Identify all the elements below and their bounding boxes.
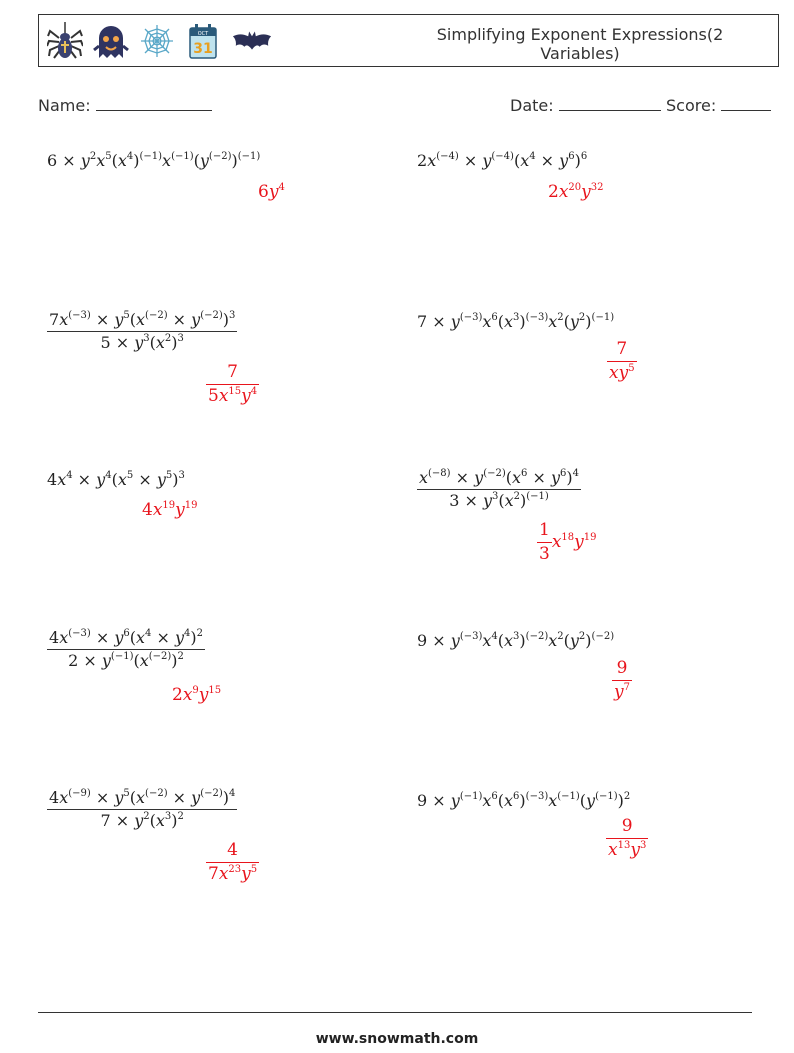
- problem-5-expression: $4x^4 \times y^4(x^5 \times y^5)^3$: [47, 470, 185, 489]
- footer-website[interactable]: www.snowmath.com: [315, 1031, 479, 1047]
- problem-7-answer: $2x^9y^{15}$: [172, 685, 222, 705]
- calendar-day: 31: [193, 41, 213, 57]
- ghost-icon: [93, 22, 129, 60]
- problem-3-expression: $\frac{7x^{(-3)} \times y^5(x^{(-2)} \times y^{(-2)})^3}{5 \times y^3(x^2)^3}$: [49, 310, 236, 352]
- problem-2-expression: $2x^{(-4)} \times y^{(-4)}(x^4 \times y^6)^6$: [417, 151, 588, 170]
- calendar-icon: [185, 22, 221, 60]
- calendar-month: OCT: [197, 31, 209, 37]
- problem-9-expression: $\frac{4x^{(-9)} \times y^5(x^{(-2)} \times y^{(-2)})^4}{7 \times y^2(x^3)^2}$: [49, 788, 236, 830]
- date-label: Date:: [510, 96, 554, 115]
- bat-icon: [231, 22, 273, 60]
- date-blank[interactable]: [559, 94, 661, 111]
- worksheet-title: Simplifying Exponent Expressions(2 Variables): [436, 25, 724, 63]
- spiderweb-icon: [139, 22, 175, 60]
- name-label: Name:: [38, 96, 91, 115]
- problem-7-expression: $\frac{4x^{(-3)} \times y^6(x^4 \times y^4)^2}{2 \times y^{(-1)}(x^{(-2)})^2}$: [49, 628, 204, 670]
- problem-9-answer: $\frac{4}{7x^{23}y^5}$: [208, 840, 258, 884]
- problem-4-answer: $\frac{7}{xy^5}$: [609, 339, 635, 383]
- problem-10-answer: $\frac{9}{x^{13}y^3}$: [608, 816, 647, 860]
- problem-8-expression: $9 \times y^{(-3)}x^4(x^3)^{(-2)}x^2(y^2)^{(-2)}$: [417, 631, 615, 650]
- spider-icon: [47, 22, 83, 60]
- problem-1-answer: $6y^4$: [258, 182, 285, 202]
- score-label: Score:: [666, 96, 717, 115]
- problem-6-expression: $\frac{x^{(-8)} \times y^{(-2)}(x^6 \times y^6)^4}{3 \times y^3(x^2)^{(-1)}}$: [419, 468, 580, 510]
- score-blank[interactable]: [721, 94, 771, 111]
- problem-1-expression: $6 \times y^2x^5(x^4)^{(-1)}x^{(-1)}(y^{(-2)})^{(-1)}$: [47, 151, 261, 170]
- problem-8-answer: $\frac{9}{y^7}$: [614, 658, 630, 702]
- halloween-icons: [47, 21, 273, 61]
- score-field[interactable]: [666, 94, 771, 115]
- worksheet-header: [38, 14, 779, 67]
- problem-6-answer: $\frac{1}{3}$ $x^{18}y^{19}$: [539, 520, 597, 564]
- problem-5-answer: $4x^{19}y^{19}$: [142, 500, 198, 520]
- footer-divider: [38, 1012, 752, 1013]
- problem-2-answer: $2x^{20}y^{32}$: [548, 182, 604, 202]
- name-field[interactable]: [38, 94, 212, 115]
- name-blank[interactable]: [96, 94, 212, 111]
- problem-10-expression: $9 \times y^{(-1)}x^6(x^6)^{(-3)}x^{(-1)}(y^{(-1)})^2$: [417, 791, 631, 810]
- problem-3-answer: $\frac{7}{5x^{15}y^4}$: [208, 362, 258, 406]
- date-field[interactable]: [510, 94, 661, 115]
- problem-4-expression: $7 \times y^{(-3)}x^6(x^3)^{(-3)}x^2(y^2)^{(-1)}$: [417, 312, 615, 331]
